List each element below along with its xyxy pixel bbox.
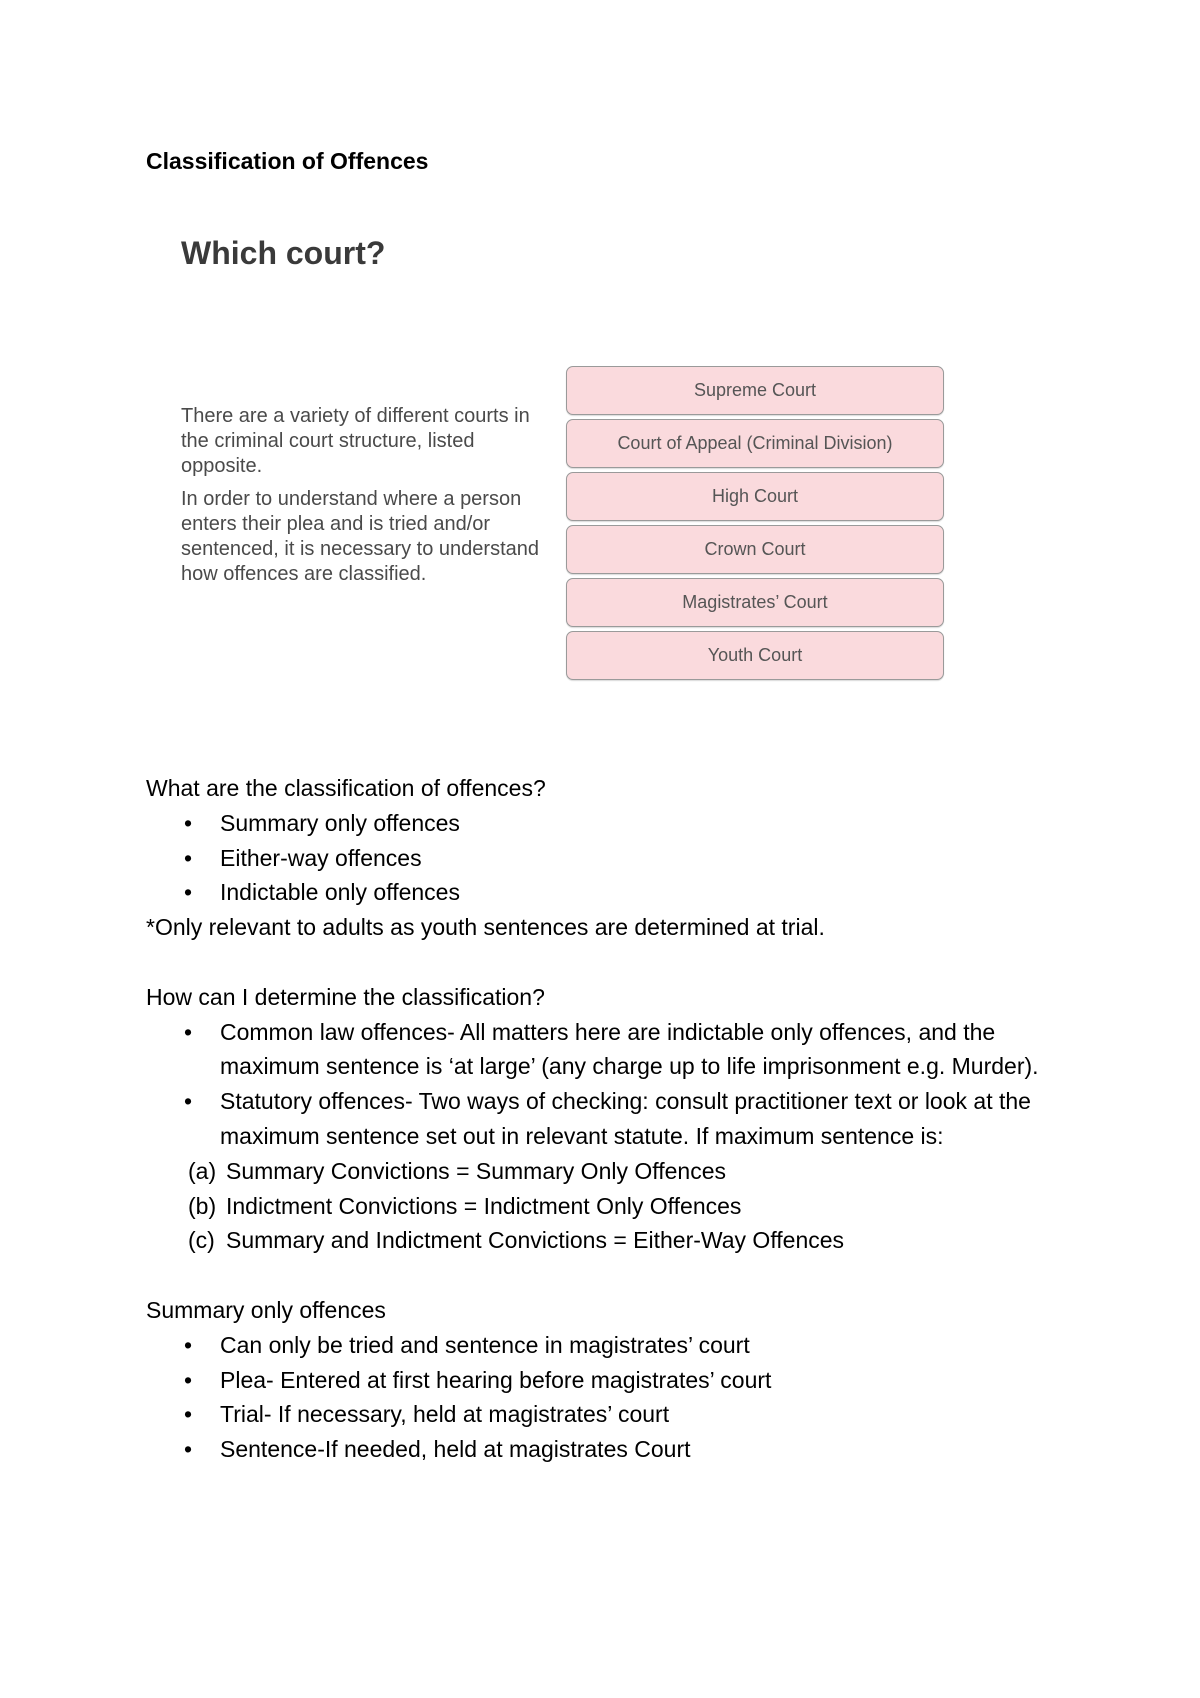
court-box-appeal: Court of Appeal (Criminal Division) — [566, 419, 944, 468]
list-item: • Sentence-If needed, held at magistrates Court — [146, 1432, 1086, 1467]
item-text: Summary and Indictment Convictions = Either-Way Offences — [226, 1227, 845, 1254]
item-marker: (b) — [188, 1192, 217, 1219]
spacer — [146, 1258, 1086, 1293]
list-item: • Either-way offences — [146, 841, 1086, 876]
section-heading: How can I determine the classification? — [146, 983, 545, 1010]
lettered-item — [146, 1154, 1086, 1189]
bullet-list — [146, 806, 1086, 910]
court-box-magistrates: Magistrates’ Court — [566, 578, 944, 627]
list-item: • Summary only offences — [146, 806, 1086, 841]
slide-heading: Which court? — [181, 235, 386, 271]
item-marker: (c) — [188, 1227, 215, 1254]
list-item: • Can only be tried and sentence in magistrates’ court — [146, 1328, 1086, 1363]
lettered-list — [146, 1154, 1086, 1258]
slide-intro — [181, 404, 551, 595]
court-box-high: High Court — [566, 472, 944, 521]
bullet-list — [146, 1328, 1086, 1467]
court-box-supreme: Supreme Court — [566, 366, 944, 415]
document-body — [146, 771, 1086, 1467]
list-item: • Trial- If necessary, held at magistrates’ court — [146, 1397, 1086, 1432]
court-box-crown: Crown Court — [566, 525, 944, 574]
spacer — [146, 945, 1086, 980]
item-marker: (a) — [188, 1157, 217, 1184]
item-text: Indictment Convictions = Indictment Only Offences — [226, 1192, 742, 1219]
list-item: • Plea- Entered at first hearing before magistrates’ court — [146, 1363, 1086, 1398]
section-heading: Summary only offences — [146, 1296, 386, 1323]
section-heading: What are the classification of offences? — [146, 775, 546, 801]
note-text: *Only relevant to adults as youth sentences are determined at trial. — [146, 914, 825, 941]
lettered-item — [146, 1189, 1086, 1224]
list-item: • Indictable only offences — [146, 875, 1086, 910]
list-item: • Common law offences- All matters here are indictable only offences, and the maximum sentence is ‘at large’ (any charge up to life imprisonment e.g. Murder). — [146, 1015, 1086, 1085]
slide-intro-paragraph: In order to understand where a person enters their plea and is tried and/or sentenced, it is necessary to understand how offences are classified. — [181, 488, 539, 585]
item-text: Summary Convictions = Summary Only Offences — [226, 1157, 726, 1184]
bullet-list — [146, 1015, 1086, 1154]
document-title: Classification of Offences — [146, 148, 429, 174]
court-hierarchy — [566, 366, 944, 684]
court-box-youth: Youth Court — [566, 631, 944, 680]
list-item: • Statutory offences- Two ways of checking: consult practitioner text or look at the maximum sentence set out in relevant statute. If maximum sentence is: — [146, 1084, 1086, 1154]
slide-intro-paragraph: There are a variety of different courts in the criminal court structure, listed opposite. — [181, 405, 530, 477]
lettered-item — [146, 1223, 1086, 1258]
